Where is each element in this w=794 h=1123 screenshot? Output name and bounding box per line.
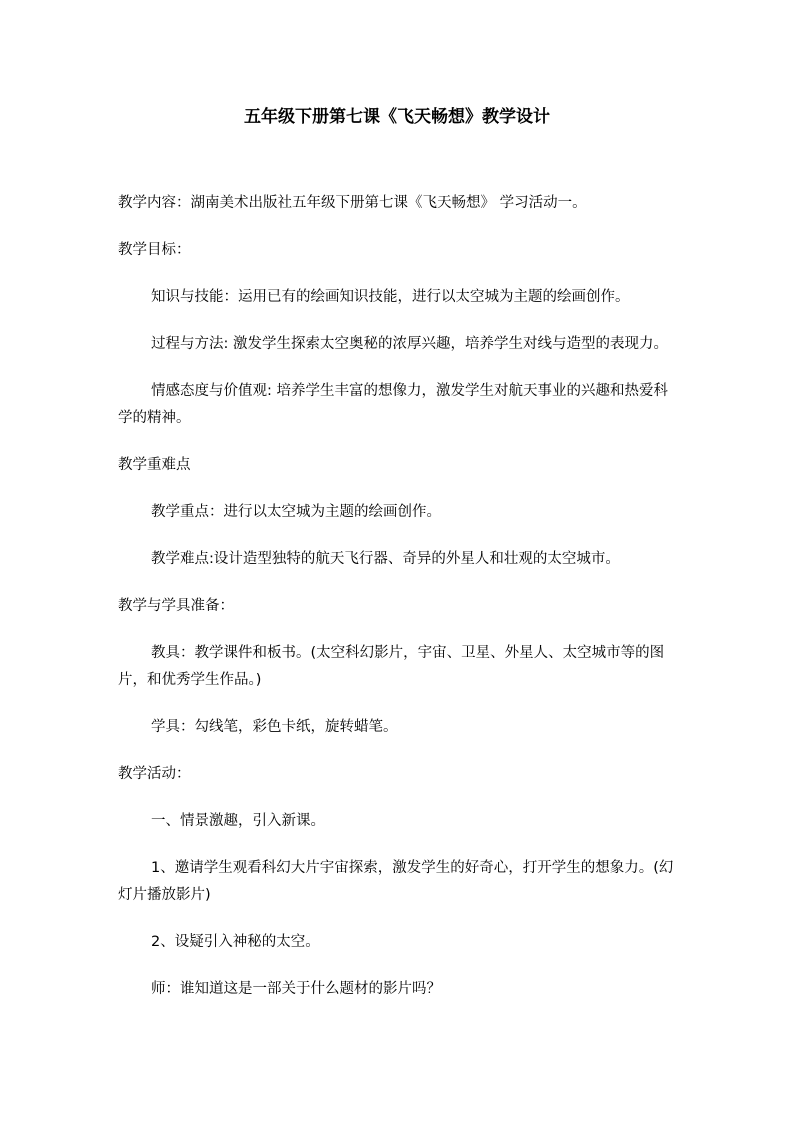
paragraph-key-point: 教学重点：进行以太空城为主题的绘画创作。 — [151, 504, 441, 520]
document-title: 五年级下册第七课《飞天畅想》教学设计 — [244, 107, 550, 127]
paragraph-step-two: 2、设疑引入神秘的太空。 — [151, 934, 320, 950]
heading-teaching-goals: 教学目标： — [118, 242, 191, 258]
paragraph-process-methods: 过程与方法: 激发学生探索太空奥秘的浓厚兴趣，培养学生对线与造型的表现力。 — [151, 336, 668, 352]
paragraph-difficult-point: 教学难点:设计造型独特的航天飞行器、奇异的外星人和壮观的太空城市。 — [151, 551, 620, 567]
paragraph-activity-one: 一、情景激趣，引入新课。 — [151, 813, 325, 829]
paragraph-teacher-question: 师：谁知道这是一部关于什么题材的影片吗？ — [151, 981, 441, 997]
paragraph-knowledge-skills: 知识与技能：运用已有的绘画知识技能，进行以太空城为主题的绘画创作。 — [151, 289, 630, 305]
paragraph-teaching-aids: 教具：教学课件和板书。(太空科幻影片，宇宙、卫星、外星人、太空城市等的图片，和优秀学生作品。) — [118, 645, 665, 688]
heading-key-difficult-points: 教学重难点 — [118, 457, 191, 473]
heading-teaching-activities: 教学活动： — [118, 766, 191, 782]
paragraph-teaching-content: 教学内容：湖南美术出版社五年级下册第七课《飞天畅想》 学习活动一。 — [118, 195, 587, 211]
paragraph-emotion-values: 情感态度与价值观: 培养学生丰富的想像力，激发学生对航天事业的兴趣和热爱科学的精神。 — [118, 383, 668, 426]
heading-preparation: 教学与学具准备： — [118, 598, 234, 614]
paragraph-step-one: 1、邀请学生观看科幻大片宇宙探索，激发学生的好奇心，打开学生的想象力。(幻灯片播放影片) — [118, 860, 674, 903]
document-body — [118, 190, 678, 1023]
paragraph-learning-tools: 学具：勾线笔，彩色卡纸，旋转蜡笔。 — [151, 719, 398, 735]
